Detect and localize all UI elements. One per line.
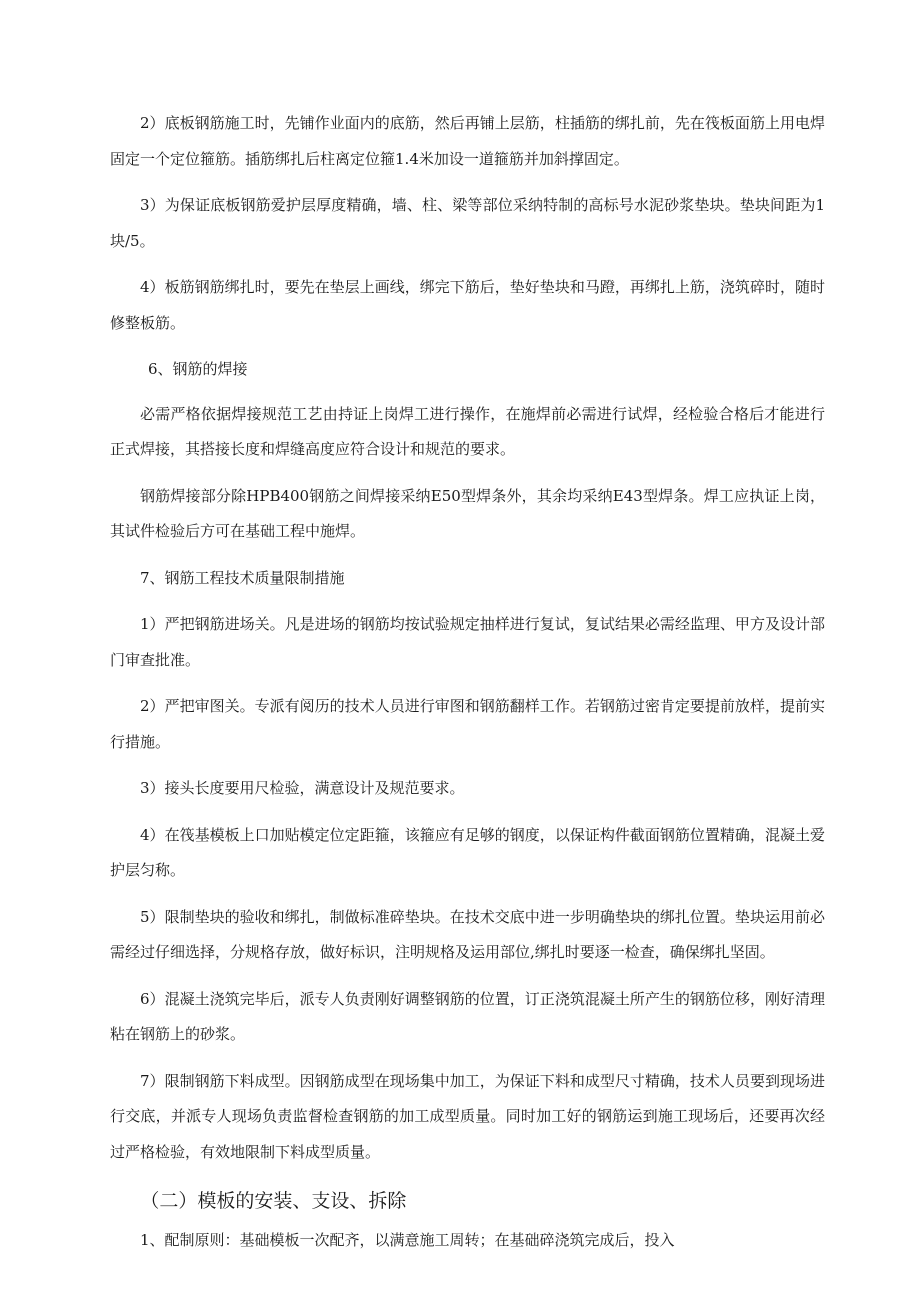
section-heading-formwork: （二）模板的安装、支设、拆除 — [140, 1190, 407, 1212]
paragraph-quality-item-1: 1）严把钢筋进场关。凡是进场的钢筋均按试验规定抽样进行复试，复试结果必需经监理、甲方及设计部门审查批准。 — [110, 615, 825, 669]
paragraph-cover-thickness: 3）为保证底板钢筋爱护层厚度精确，墙、柱、梁等部位采纳特制的高标号水泥砂浆垫块。垫块间距为1块/5。 — [110, 196, 825, 250]
paragraph-base-rebar-construction: 2）底板钢筋施工时，先铺作业面内的底筋，然后再铺上层筋，柱插筋的绑扎前，先在筏板面筋上用电焊固定一个定位箍筋。插筋绑扎后柱离定位箍1.4米加设一道箍筋并加斜撑固定。 — [110, 114, 825, 168]
document-body — [110, 106, 825, 1259]
paragraph-quality-item-3: 3）接头长度要用尺检验，满意设计及规范要求。 — [140, 779, 465, 797]
paragraph-slab-rebar-binding: 4）板筋钢筋绑扎时，要先在垫层上画线，绑完下筋后，垫好垫块和马蹬，再绑扎上筋，浇筑碎时，随时修整板筋。 — [110, 278, 825, 332]
paragraph-quality-item-2: 2）严把审图关。专派有阅历的技术人员进行审图和钢筋翻样工作。若钢筋过密肯定要提前放样，提前实行措施。 — [110, 697, 825, 751]
paragraph-welding-procedure: 必需严格依据焊接规范工艺由持证上岗焊工进行操作，在施焊前必需进行试焊，经检验合格后才能进行正式焊接，其搭接长度和焊缝高度应符合设计和规范的要求。 — [110, 404, 825, 458]
paragraph-welding-electrodes: 钢筋焊接部分除HPB400钢筋之间焊接采纳E50型焊条外，其余均采纳E43型焊条。焊工应执证上岗，其试件检验后方可在基础工程中施焊。 — [110, 486, 825, 540]
paragraph-quality-item-6: 6）混凝土浇筑完毕后，派专人负责刚好调整钢筋的位置，订正浇筑混凝土所产生的钢筋位移，刚好清理粘在钢筋上的砂浆。 — [110, 989, 825, 1043]
paragraph-quality-item-4: 4）在筏基模板上口加贴模定位定距箍，该箍应有足够的钢度，以保证构件截面钢筋位置精确，混凝土爱护层匀称。 — [110, 825, 825, 879]
paragraph-formwork-principle: 1、配制原则：基础模板一次配齐，以满意施工周转；在基础碎浇筑完成后，投入 — [140, 1231, 675, 1249]
paragraph-quality-item-5: 5）限制垫块的验收和绑扎，制做标准碎垫块。在技术交底中进一步明确垫块的绑扎位置。垫块运用前必需经过仔细选择，分规格存放，做好标识，注明规格及运用部位,绑扎时要逐一检查，确保绑扎坚固。 — [110, 907, 825, 961]
section-heading-welding: 6、钢筋的焊接 — [148, 360, 248, 378]
section-heading-quality-control: 7、钢筋工程技术质量限制措施 — [140, 568, 345, 587]
paragraph-quality-item-7: 7）限制钢筋下料成型。因钢筋成型在现场集中加工，为保证下料和成型尺寸精确，技术人员要到现场进行交底，并派专人现场负责监督检查钢筋的加工成型质量。同时加工好的钢筋运到施工现场后，还要再次经过严格检验，有效地限制下料成型质量。 — [110, 1071, 825, 1161]
